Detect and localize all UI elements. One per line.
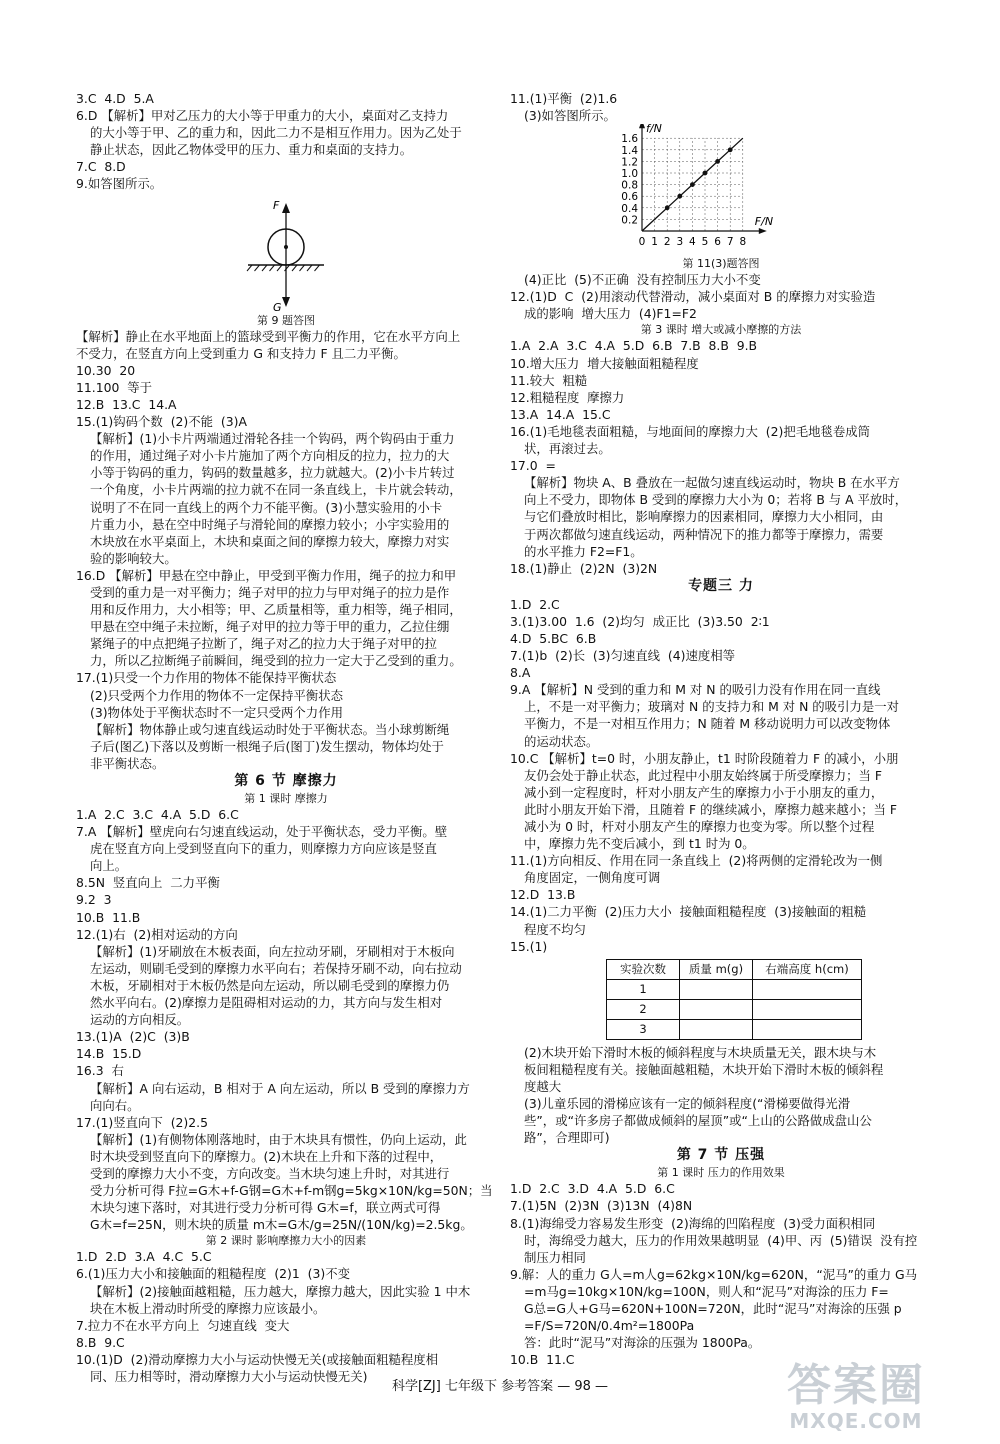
answer-line: 程度不均匀 (524, 921, 586, 937)
x-tick-label: 7 (726, 236, 734, 249)
answer-line: 同、压力相等时，滑动摩擦力大小与运动快慢无关) (90, 1369, 368, 1384)
answer-line: 9.2 3 (76, 892, 112, 908)
ground-hatch (262, 265, 267, 271)
answer-line: 非平衡状态。 (90, 755, 165, 771)
y-tick-label: 0.4 (621, 202, 638, 215)
answer-line: 路”，合理即可) (524, 1130, 610, 1146)
watermark-text-top: 答案圈 (787, 1360, 925, 1411)
answer-line: 左运动，则刷毛受到的摩擦力水平向右；若保持牙刷不动，向右拉动 (90, 960, 462, 976)
x-tick-label: 4 (689, 236, 696, 249)
answer-line: 16.(1)毛地毯表面粗糙，与地面间的摩擦力大 (2)把毛地毯卷成筒 (510, 423, 871, 439)
table-cell: 1 (607, 979, 680, 999)
answer-line: 17.(1)只受一个力作用的物体不能保持平衡状态 (76, 670, 337, 686)
x-tick-label: 2 (663, 236, 671, 249)
answer-line: 4.D 5.BC 6.B (510, 630, 597, 646)
answer-line: 15.(1)钩码个数 (2)不能 (3)A (76, 414, 247, 430)
center-point (284, 245, 288, 249)
answer-line: 板间粗糙程度有关。接触面越粗糙，木块开始下滑时木板的倾斜程 (524, 1061, 884, 1077)
answer-line: 一个角度，小卡片两端的拉力就不在同一条直线上，卡片就会转动， (90, 482, 462, 498)
watermark-text-bottom: MXQE.COM (789, 1409, 923, 1433)
answer-line: 的水平推力 F2=F1。 (524, 543, 643, 559)
answer-line: 减小为 0 时，杆对小朋友产生的摩擦力也变为零。所以整个过程 (524, 819, 875, 834)
ground-hatch (285, 265, 290, 271)
right-column (510, 90, 932, 1368)
data-point (665, 206, 670, 211)
answer-line: 然水平向右。(2)摩擦力是阻碍相对运动的力，其方向与发生相对 (90, 995, 443, 1011)
lesson-title: 第 3 课时 增大或减小摩擦的方法 (640, 323, 802, 337)
arrow-up-icon (282, 203, 290, 213)
x-tick-label: 8 (739, 236, 747, 249)
answer-line: 15.(1) (510, 938, 548, 954)
ground-hatch (277, 265, 282, 271)
answer-line: 时木块受到竖直向下的摩擦力。(2)木块在上升和下落的过程中， (90, 1148, 443, 1164)
answer-line: 1.D 2.C (510, 596, 560, 612)
answer-line: 用和反作用力，大小相等；甲、乙质量相等，重力相等，绳子相同， (90, 602, 462, 618)
answer-line: 7.拉力不在水平方向上 匀速直线 变大 (76, 1317, 290, 1333)
answer-line: 12.(1)右 (2)相对运动的方向 (76, 926, 238, 942)
answer-line: 虎在竖直方向上受到竖直向下的重力，则摩擦力方向应该是竖直 (90, 841, 437, 857)
answer-line: 受到的重力是一对平衡力；绳子对甲的拉力与甲对绳子的拉力是作 (90, 584, 450, 600)
y-tick-label: 0.6 (621, 191, 638, 204)
answer-line: 10.B 11.C (510, 1352, 575, 1368)
answer-line: 受到的摩擦力大小不变，方向改变。当木块匀速上升时，对其进行 (90, 1165, 450, 1181)
answer-line: 受力分析可得 F拉=G木+f-G钢=G木+f-m钢g=5kg×10N/kg=50N；当 (90, 1183, 493, 1199)
answer-line: 14.B 15.D (76, 1046, 142, 1062)
answer-line: 向上不受力，即物体 B 受到的摩擦力大小为 0；若将 B 与 A 平放时， (524, 492, 908, 508)
data-point (677, 194, 682, 199)
answer-line: 【解析】(1)有侧物体刚落地时，由于木块具有惯性，仍向上运动，此 (90, 1131, 467, 1147)
page-footer: 科学[ZJ] 七年级下 参考答案 — 98 — (391, 1379, 609, 1394)
answer-line: 与它们叠放时相比，影响摩擦力的因素相同，摩擦力大小相同，由 (524, 509, 884, 525)
answer-line: 于两次都做匀速直线运动，两种情况下的推力都等于摩擦力，需要 (524, 526, 884, 542)
x-tick-label: 5 (701, 236, 709, 249)
section-title: 第 6 节 摩擦力 (234, 773, 338, 789)
data-point (690, 182, 695, 187)
answer-line: 【解析】(1)小卡片两端通过滑轮各挂一个钩码，两个钩码由于重力 (90, 431, 455, 447)
answer-line: 【解析】物体静止或匀速直线运动时处于平衡状态。当小球剪断绳 (90, 721, 450, 737)
answer-line: 16.3 右 (76, 1063, 124, 1079)
answer-line: (2)木块开始下滑时木板的倾斜程度与木块质量无关，跟木块与木 (524, 1044, 877, 1060)
left-column (76, 90, 496, 1385)
answer-line: 9.解：人的重力 G人=m人g=62kg×10N/kg=620N，“泥马”的重力 G马 (510, 1266, 918, 1282)
answer-line: 1.A 2.C 3.C 4.A 5.D 6.C (76, 807, 239, 822)
answer-line: 8.5N 竖直向上 二力平衡 (76, 875, 220, 891)
table-row (607, 979, 862, 999)
answer-line: (3)如答图所示。 (524, 108, 616, 124)
table-cell (680, 979, 753, 999)
answer-line: 10.增大压力 增大接触面粗糙程度 (510, 355, 699, 371)
ground-hatch (315, 265, 320, 271)
answer-line: 1.D 2.D 3.A 4.C 5.C (76, 1249, 212, 1265)
answer-line: 13.A 14.A 15.C (510, 406, 611, 422)
answer-line: G木=f=25N，则木块的质量 m木=G木/g=25N/(10N/kg)=2.5kg。 (90, 1217, 473, 1233)
answer-line: 木块匀速下落时，对其进行受力分析可得 G木=f，联立两式可得 (90, 1200, 441, 1216)
section-title: 第 7 节 压强 (676, 1147, 766, 1164)
answer-line: 12.(1)D C (2)用滚动代替滑动，减小桌面对 B 的摩擦力对实验造 (510, 289, 876, 305)
y-tick-label: 1.4 (621, 144, 638, 157)
answer-line: (4)正比 (5)不正确 没有控制压力大小不变 (524, 272, 761, 288)
answer-line: 7.A 【解析】壁虎向右匀速直线运动，处于平衡状态，受力平衡。壁 (76, 824, 448, 840)
answer-line: (3)儿童乐园的滑梯应该有一定的倾斜程度(“滑梯要做得光滑 (524, 1096, 851, 1112)
ground-hatch (307, 265, 312, 271)
answer-line: 静止状态，因此乙物体受甲的压力、重力和桌面的支持力。 (90, 142, 413, 158)
answer-line: 向上。 (90, 858, 128, 874)
answer-line: 10.(1)D (2)滑动摩擦力大小与运动快慢无关(或接触面粗糙程度相 (76, 1351, 439, 1367)
answer-line: 不受力，在竖直方向上受到重力 G 和支持力 F 且二力平衡。 (76, 345, 406, 361)
answer-line: 8.(1)海绵受力容易发生形变 (2)海绵的凹陷程度 (3)受力面积相同 (510, 1215, 876, 1231)
answer-line: 11.(1)平衡 (2)1.6 (510, 91, 618, 106)
data-point (703, 171, 708, 176)
force-label-G: G (273, 300, 282, 313)
answer-line: G总=G人+G马=620N+100N=720N，此时“泥马”对海涂的压强 p (524, 1300, 902, 1316)
answer-line: 3.(1)3.00 1.6 (2)均匀 成正比 (3)3.50 2∶1 (510, 613, 770, 629)
answer-line: 的作用，通过绳子对小卡片施加了两个方向相反的拉力，拉力的大 (90, 448, 450, 464)
ground-hatch (292, 265, 297, 271)
answer-line: 平衡力，不是一对相互作用力；N 随着 M 移动说明力可以改变物体 (524, 716, 891, 732)
experiment-table (606, 959, 862, 1040)
x-tick-label: 3 (676, 236, 684, 249)
answer-line: 子后(图乙)下落以及剪断一根绳子后(图丁)发生摆动，物体均处于 (90, 738, 444, 754)
table-cell (680, 1019, 753, 1039)
answer-line: 力，所以乙拉断绳子前瞬间，绳受到的拉力一定大于乙受到的重力。 (90, 653, 462, 669)
answer-line: 12.B 13.C 14.A (76, 396, 177, 412)
answer-line: 角度固定，一侧角度可调 (524, 870, 661, 886)
answer-line: 的运动状态。 (524, 733, 599, 749)
answer-line: 木板，牙刷相对于木板仍然是向左运动，所以刷毛受到的摩擦力仍 (90, 977, 450, 993)
answer-line: 【解析】物块 A、B 叠放在一起做匀速直线运动时，物块 B 在水平方 (524, 475, 900, 491)
force-label-F: F (273, 198, 280, 212)
answer-line: 11.(1)方向相反、作用在同一条直线上 (2)将两侧的定滑轮改为一侧 (510, 853, 883, 869)
answer-line: 7.(1)5N (2)3N (3)13N (4)8N (510, 1198, 693, 1214)
y-axis-arrow-icon (639, 124, 645, 128)
answer-line: 8.A (510, 665, 531, 681)
answer-line: 7.C 8.D (76, 159, 126, 175)
answer-line: 1.A 2.A 3.C 4.A 5.D 6.B 7.B 8.B 9.B (510, 338, 758, 354)
answer-line: 成的影响 增大压力 (4)F1=F2 (524, 306, 697, 322)
answer-line: 块在木板上滑动时所受的摩擦力应该最小。 (90, 1300, 326, 1316)
figure-caption: 第 9 题答图 (257, 313, 315, 327)
answer-line: 16.D 【解析】甲悬在空中静止，甲受到平衡力作用，绳子的拉力和甲 (76, 567, 457, 583)
answer-line: 制压力相同 (524, 1249, 586, 1265)
answer-line: 11.较大 粗糙 (510, 372, 588, 388)
answer-line: 时，海绵受力越大，压力的作用效果越明显 (4)甲、丙 (5)错误 没有控 (524, 1232, 918, 1248)
answer-line: 运动的方向相反。 (90, 1012, 190, 1028)
ground-hatch (270, 265, 275, 271)
x-tick-label: 0 (638, 236, 646, 249)
answer-line: 11.100 等于 (76, 379, 153, 395)
answer-line: 状，再滚过去。 (524, 441, 611, 457)
table-header-cell: 质量 m(g) (680, 959, 753, 979)
answer-line: 12.粗糙程度 摩擦力 (510, 389, 625, 405)
answer-line: 【解析】(1)牙刷放在木板表面，向左拉动牙刷，牙刷相对于木板向 (90, 943, 455, 959)
table-header-cell: 右端高度 h(cm) (753, 959, 862, 979)
watermark-logo (776, 1362, 936, 1432)
table-row (607, 1019, 862, 1039)
answer-line: 8.B 9.C (76, 1334, 125, 1350)
answer-line: 甲悬在空中绳子未拉断，绳子对甲的拉力等于甲的重力，乙拉住绷 (90, 619, 450, 635)
figure-caption: 第 11(3)题答图 (682, 257, 760, 271)
table-header-cell: 实验次数 (607, 959, 680, 979)
answer-line: 6.D 【解析】甲对乙压力的大小等于甲重力的大小，桌面对乙支持力 (76, 108, 449, 124)
ground-hatch (255, 265, 260, 271)
y-axis-label: f/N (646, 124, 662, 136)
table-cell (753, 979, 862, 999)
answer-line: 17.(1)竖直向下 (2)2.5 (76, 1114, 208, 1130)
answer-line: 上，不是一对平衡力；玻璃对 N 的支持力和 M 对 N 的吸引力是一对 (524, 699, 900, 715)
answer-line: 小等于钩码的重力，钩码的数量越多，拉力就越大。(2)小卡片转过 (90, 465, 455, 481)
force-diagram-figure (226, 195, 346, 313)
answer-line: 18.(1)静止 (2)2N (3)2N (510, 560, 658, 576)
answer-line: 的大小等于甲、乙的重力和，因此二力不是相互作用力。因为乙处于 (90, 125, 462, 141)
x-tick-label: 1 (651, 236, 658, 249)
lesson-title: 第 1 课时 摩擦力 (244, 792, 328, 805)
table-header-row (607, 959, 862, 979)
answer-line: 9.A 【解析】N 受到的重力和 M 对 N 的吸引力没有作用在同一直线 (510, 682, 881, 698)
ground-hatch (300, 265, 305, 271)
answer-line: 片重力小，悬在空中时绳子与滑轮间的摩擦力较小；小宇实验用的 (90, 516, 450, 532)
answer-line: 答：此时“泥马”对海涂的压强为 1800Pa。 (524, 1335, 761, 1351)
answer-line: 【解析】A 向右运动，B 相对于 A 向左运动，所以 B 受到的摩擦力方 (90, 1080, 470, 1096)
answer-line: 12.D 13.B (510, 887, 576, 903)
y-tick-label: 0.2 (621, 214, 638, 227)
ground-hatch (247, 265, 252, 271)
section-title: 专题三 力 (688, 577, 754, 594)
lesson-title: 第 2 课时 影响摩擦力大小的因素 (205, 1234, 367, 1248)
answer-line: 13.(1)A (2)C (3)B (76, 1029, 190, 1045)
answer-line: 减小到一定程度时，杆对小朋友产生的摩擦力小于小朋友的重力， (524, 784, 884, 800)
answer-line: 【解析】(2)接触面越粗糙，压力越大，摩擦力越大，因此实验 1 中木 (90, 1283, 471, 1299)
y-tick-label: 0.8 (621, 179, 638, 192)
data-point (715, 159, 720, 164)
arrow-down-icon (282, 297, 290, 307)
table-cell (753, 999, 862, 1019)
answer-line: 紧绳子的中点把绳子拉断了，绳子对乙的拉力大于绳子对甲的拉 (90, 636, 437, 652)
answer-line: =F/S=720N/0.4m²=1800Pa (524, 1318, 695, 1334)
friction-chart (510, 124, 850, 256)
x-axis-label: F/N (754, 215, 774, 229)
table-cell: 3 (607, 1019, 680, 1039)
answer-line: 10.30 20 (76, 362, 136, 378)
answer-line: 3.C 4.D 5.A (76, 91, 154, 106)
answer-line: 10.B 11.B (76, 909, 141, 925)
answer-line: 17.0 = (510, 458, 556, 474)
lesson-title: 第 1 课时 压力的作用效果 (657, 1166, 785, 1180)
table-cell: 2 (607, 999, 680, 1019)
table-row (607, 999, 862, 1019)
table-cell (680, 999, 753, 1019)
answer-line: 【解析】静止在水平地面上的篮球受到平衡力的作用，它在水平方向上 (76, 328, 461, 344)
y-tick-label: 1.0 (621, 168, 638, 181)
answer-line: 14.(1)二力平衡 (2)压力大小 接触面粗糙程度 (3)接触面的粗糙 (510, 904, 867, 920)
answer-line: (3)物体处于平衡状态时不一定只受两个力作用 (90, 704, 343, 720)
answer-line: 友仍会处于静止状态，此过程中小朋友始终属于所受摩擦力；当 F (524, 767, 883, 783)
answer-line: 此时小朋友开始下滑，且随着 F 的继续减小，摩擦力越来越小；当 F (524, 801, 898, 817)
x-axis-arrow-icon (759, 228, 767, 234)
y-tick-label: 1.2 (621, 156, 638, 169)
data-point (728, 148, 733, 153)
answer-line: 些”，或“许多房子都做成倾斜的屋顶”或“上山的公路做成盘山公 (524, 1113, 872, 1129)
answer-line: 1.D 2.C 3.D 4.A 5.D 6.C (510, 1181, 675, 1197)
answer-line: 木块放在水平桌面上，木块和桌面之间的摩擦力较大，摩擦力对实 (90, 533, 450, 549)
answer-line: 6.(1)压力大小和接触面的粗糙程度 (2)1 (3)不变 (76, 1266, 350, 1282)
answer-line: 7.(1)b (2)长 (3)匀速直线 (4)速度相等 (510, 648, 736, 664)
x-tick-label: 6 (714, 236, 721, 249)
answer-line: 9.如答图所示。 (76, 176, 163, 192)
answer-line: 10.C 【解析】t=0 时，小朋友静止，t1 时阶段随着力 F 的减小，小朋 (510, 750, 899, 766)
answer-line: 说明了不在同一直线上的两个力不能平衡。(3)小慧实验用的小卡 (90, 499, 443, 515)
answer-line: 中，摩擦力先不变后减小，到 t1 时为 0。 (524, 836, 755, 852)
table-cell (753, 1019, 862, 1039)
answer-line: 向向右。 (90, 1097, 140, 1113)
answer-line: (2)只受两个力作用的物体不一定保持平衡状态 (90, 687, 343, 703)
answer-line: 度越大 (524, 1078, 562, 1094)
y-tick-label: 1.6 (621, 133, 638, 146)
answer-line: 验的影响较大。 (90, 550, 177, 566)
answer-line: =m马g=10kg×10N/kg=100N，则人和“泥马”对海涂的压力 F= (524, 1283, 889, 1299)
